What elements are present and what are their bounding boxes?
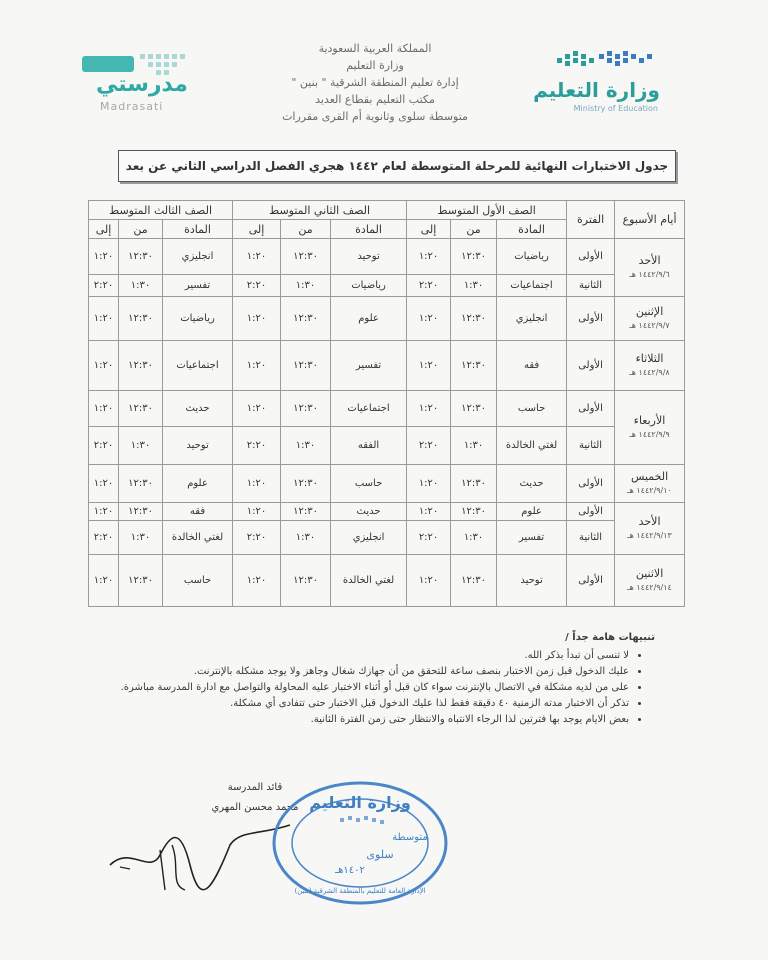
table-row bbox=[89, 297, 685, 341]
time-to-cell: ١:٢٠ bbox=[89, 239, 119, 275]
subject-cell: انجليزي bbox=[331, 521, 407, 555]
time-to-cell: ٢:٢٠ bbox=[233, 275, 281, 297]
day-date: ١٤٤٢/٩/٦ هـ bbox=[629, 269, 670, 279]
madrasati-logo-bar-icon bbox=[82, 56, 134, 72]
time-to-cell: ١:٢٠ bbox=[407, 297, 451, 341]
time-to-cell: ٢:٢٠ bbox=[89, 427, 119, 465]
time-from-cell: ١٢:٣٠ bbox=[451, 341, 497, 391]
important-notes bbox=[95, 630, 655, 728]
time-from-cell: ١٢:٣٠ bbox=[119, 555, 163, 607]
time-to-cell: ١:٢٠ bbox=[407, 239, 451, 275]
time-from-cell: ١٢:٣٠ bbox=[451, 239, 497, 275]
time-from-cell: ١٢:٣٠ bbox=[119, 239, 163, 275]
time-from-cell: ١٢:٣٠ bbox=[119, 297, 163, 341]
header-grade1: الصف الأول المتوسط bbox=[407, 201, 567, 220]
time-to-cell: ٢:٢٠ bbox=[407, 427, 451, 465]
header-line: متوسطة سلوى وثانوية أم القرى مقررات bbox=[282, 110, 468, 123]
subject-cell: رياضيات bbox=[497, 239, 567, 275]
subject-cell: علوم bbox=[331, 297, 407, 341]
time-from-cell: ١:٣٠ bbox=[119, 275, 163, 297]
time-from-cell: ١٢:٣٠ bbox=[281, 341, 331, 391]
signature-role: قائد المدرسة bbox=[227, 782, 283, 793]
subject-cell: علوم bbox=[497, 503, 567, 521]
day-date: ١٤٤٢/٩/١٠ هـ bbox=[627, 485, 672, 495]
time-to-cell: ١:٢٠ bbox=[407, 391, 451, 427]
official-stamp-icon bbox=[270, 778, 450, 908]
time-to-cell: ١:٢٠ bbox=[89, 555, 119, 607]
ministry-logo bbox=[500, 42, 670, 112]
time-to-cell: ١:٢٠ bbox=[407, 465, 451, 503]
time-from-cell: ١٢:٣٠ bbox=[451, 465, 497, 503]
subject-cell: توحيد bbox=[163, 427, 233, 465]
subject-cell: حاسب bbox=[331, 465, 407, 503]
day-name: الاثنين bbox=[635, 566, 664, 580]
notes-list bbox=[95, 648, 629, 728]
time-to-cell: ١:٢٠ bbox=[407, 341, 451, 391]
time-from-cell: ١٢:٣٠ bbox=[281, 503, 331, 521]
table-row bbox=[89, 427, 685, 465]
header-to: إلى bbox=[89, 220, 119, 239]
table-row bbox=[89, 391, 685, 427]
header-from: من bbox=[451, 220, 497, 239]
time-to-cell: ١:٢٠ bbox=[407, 503, 451, 521]
header-to: إلى bbox=[233, 220, 281, 239]
subject-cell: علوم bbox=[163, 465, 233, 503]
subject-cell: لغتي الخالدة bbox=[331, 555, 407, 607]
subject-cell: توحيد bbox=[331, 239, 407, 275]
header-from: من bbox=[119, 220, 163, 239]
time-from-cell: ١:٣٠ bbox=[281, 275, 331, 297]
time-to-cell: ٢:٢٠ bbox=[407, 275, 451, 297]
signature-name: محمد محسن المهري bbox=[211, 802, 299, 813]
day-name: الأربعاء bbox=[633, 413, 666, 427]
subject-cell: حاسب bbox=[497, 391, 567, 427]
stamp-top-text: وزارة التعليم bbox=[309, 793, 411, 812]
time-to-cell: ١:٢٠ bbox=[407, 555, 451, 607]
stamp-school-text: متوسطة bbox=[392, 832, 428, 843]
list-item: • بعض الايام يوجد بها فترتين لذا الرجاء الانتباه والانتظار حتى زمن الفترة الثانية. bbox=[95, 712, 629, 728]
subject-cell: توحيد bbox=[497, 555, 567, 607]
time-from-cell: ١٢:٣٠ bbox=[119, 503, 163, 521]
table-row bbox=[89, 239, 685, 275]
day-cell bbox=[615, 503, 685, 555]
subject-cell: اجتماعيات bbox=[331, 391, 407, 427]
subject-cell: لغتي الخالدة bbox=[497, 427, 567, 465]
table-row bbox=[89, 341, 685, 391]
period-cell: الأولى bbox=[567, 239, 615, 275]
time-to-cell: ٢:٢٠ bbox=[89, 275, 119, 297]
table-row bbox=[89, 465, 685, 503]
table-row bbox=[89, 555, 685, 607]
period-cell: الأولى bbox=[567, 465, 615, 503]
time-from-cell: ١:٣٠ bbox=[451, 521, 497, 555]
subject-cell: تفسير bbox=[331, 341, 407, 391]
madrasati-logo bbox=[78, 48, 208, 118]
time-from-cell: ١٢:٣٠ bbox=[451, 555, 497, 607]
time-from-cell: ١٢:٣٠ bbox=[119, 341, 163, 391]
header-line: وزارة التعليم bbox=[346, 59, 404, 72]
time-from-cell: ١٢:٣٠ bbox=[281, 239, 331, 275]
time-from-cell: ١٢:٣٠ bbox=[281, 465, 331, 503]
time-from-cell: ١:٣٠ bbox=[451, 427, 497, 465]
subject-cell: فقه bbox=[163, 503, 233, 521]
header-period: الفترة bbox=[567, 201, 615, 239]
ministry-logo-dots-icon bbox=[555, 48, 660, 70]
day-date: ١٤٤٢/٩/٨ هـ bbox=[629, 367, 670, 377]
time-to-cell: ٢:٢٠ bbox=[89, 521, 119, 555]
header-subject: المادة bbox=[497, 220, 567, 239]
period-cell: الثانية bbox=[567, 521, 615, 555]
header-line: إدارة تعليم المنطقة الشرقية " بنين " bbox=[291, 76, 459, 89]
day-name: الخميس bbox=[630, 469, 669, 483]
day-date: ١٤٤٢/٩/١٣ هـ bbox=[627, 530, 672, 540]
day-cell bbox=[615, 239, 685, 297]
period-cell: الأولى bbox=[567, 341, 615, 391]
table-row bbox=[89, 275, 685, 297]
subject-cell: رياضيات bbox=[163, 297, 233, 341]
ministry-logo-text: وزارة التعليم bbox=[533, 78, 660, 102]
subject-cell: انجليزي bbox=[163, 239, 233, 275]
period-cell: الثانية bbox=[567, 427, 615, 465]
time-to-cell: ٢:٢٠ bbox=[233, 521, 281, 555]
day-name: الإثنين bbox=[635, 304, 664, 318]
time-from-cell: ١٢:٣٠ bbox=[281, 391, 331, 427]
document-title: جدول الاختبارات النهائية للمرحلة المتوسطة لعام ١٤٤٢ هجري الفصل الدراسي الثاني عن بعد bbox=[118, 150, 676, 182]
day-date: ١٤٤٢/٩/٩ هـ bbox=[629, 429, 670, 439]
time-to-cell: ٢:٢٠ bbox=[407, 521, 451, 555]
header-grade2: الصف الثاني المتوسط bbox=[233, 201, 407, 220]
period-cell: الثانية bbox=[567, 275, 615, 297]
time-from-cell: ١٢:٣٠ bbox=[281, 297, 331, 341]
header-from: من bbox=[281, 220, 331, 239]
stamp-year-text: ١٤٠٢هـ bbox=[335, 865, 365, 876]
time-from-cell: ١٢:٣٠ bbox=[451, 391, 497, 427]
time-to-cell: ١:٢٠ bbox=[89, 465, 119, 503]
subject-cell: فقه bbox=[497, 341, 567, 391]
header-grade3: الصف الثالث المتوسط bbox=[89, 201, 233, 220]
table-row bbox=[89, 521, 685, 555]
subject-cell: رياضيات bbox=[331, 275, 407, 297]
notes-title: تنبيهات هامة جداً / bbox=[565, 632, 655, 643]
day-cell bbox=[615, 555, 685, 607]
time-from-cell: ١:٣٠ bbox=[451, 275, 497, 297]
period-cell: الأولى bbox=[567, 297, 615, 341]
time-from-cell: ١٢:٣٠ bbox=[451, 503, 497, 521]
day-name: الثلاثاء bbox=[635, 351, 664, 365]
time-from-cell: ١:٣٠ bbox=[281, 521, 331, 555]
time-from-cell: ١٢:٣٠ bbox=[119, 391, 163, 427]
ministry-logo-english: Ministry of Education bbox=[573, 104, 658, 113]
day-name: الأحد bbox=[638, 253, 661, 267]
stamp-bottom-text: الإدارة العامة للتعليم بالمنطقة الشرقية (بنين) bbox=[294, 887, 426, 895]
period-cell: الأولى bbox=[567, 503, 615, 521]
time-to-cell: ٢:٢٠ bbox=[233, 427, 281, 465]
time-from-cell: ١٢:٣٠ bbox=[119, 465, 163, 503]
subject-cell: حديث bbox=[163, 391, 233, 427]
time-to-cell: ١:٢٠ bbox=[233, 465, 281, 503]
day-cell bbox=[615, 465, 685, 503]
header-day: أيام الأسبوع bbox=[615, 201, 685, 239]
subject-cell: الفقه bbox=[331, 427, 407, 465]
subject-cell: حاسب bbox=[163, 555, 233, 607]
time-from-cell: ١:٣٠ bbox=[119, 427, 163, 465]
time-from-cell: ١٢:٣٠ bbox=[281, 555, 331, 607]
time-to-cell: ١:٢٠ bbox=[89, 297, 119, 341]
subject-cell: حديث bbox=[331, 503, 407, 521]
time-to-cell: ١:٢٠ bbox=[233, 503, 281, 521]
time-from-cell: ١:٣٠ bbox=[119, 521, 163, 555]
stamp-name-text: سلوى bbox=[366, 848, 394, 861]
period-cell: الأولى bbox=[567, 555, 615, 607]
time-to-cell: ١:٢٠ bbox=[89, 341, 119, 391]
day-date: ١٤٤٢/٩/١٤ هـ bbox=[627, 582, 672, 592]
header-line: مكتب التعليم بقطاع العديد bbox=[315, 93, 435, 106]
header-subject: المادة bbox=[163, 220, 233, 239]
time-to-cell: ١:٢٠ bbox=[233, 297, 281, 341]
table-row bbox=[89, 503, 685, 521]
subject-cell: انجليزي bbox=[497, 297, 567, 341]
day-cell bbox=[615, 297, 685, 341]
day-cell bbox=[615, 341, 685, 391]
time-from-cell: ١:٣٠ bbox=[281, 427, 331, 465]
time-from-cell: ١٢:٣٠ bbox=[451, 297, 497, 341]
madrasati-logo-english: Madrasati bbox=[100, 100, 164, 113]
subject-cell: اجتماعيات bbox=[497, 275, 567, 297]
list-item: • تذكر أن الاختبار مدته الزمنية ٤٠ دقيقة فقط لذا عليك الدخول قبل الاختبار حتى تتفادى أي مشكلة. bbox=[95, 696, 629, 712]
list-item: • على من لديه مشكلة في الاتصال بالإنترنت سواء كان قبل أو أثناء الاختبار عليه المحاولة والتواصل مع ادارة المدرسة مباشرة. bbox=[95, 680, 629, 696]
subject-cell: تفسير bbox=[163, 275, 233, 297]
time-to-cell: ١:٢٠ bbox=[89, 391, 119, 427]
time-to-cell: ١:٢٠ bbox=[233, 555, 281, 607]
list-item: • عليك الدخول قبل زمن الاختبار بنصف ساعة للتحقق من أن جهازك شغال وجاهز ولا يوجد مشكله بالإنترنت. bbox=[95, 664, 629, 680]
time-to-cell: ١:٢٠ bbox=[233, 239, 281, 275]
subject-cell: اجتماعيات bbox=[163, 341, 233, 391]
time-to-cell: ١:٢٠ bbox=[89, 503, 119, 521]
list-item: • لا تنسى أن تبدأ بذكر الله. bbox=[95, 648, 629, 664]
header-text-block bbox=[245, 40, 505, 125]
subject-cell: تفسير bbox=[497, 521, 567, 555]
period-cell: الأولى bbox=[567, 391, 615, 427]
header-to: إلى bbox=[407, 220, 451, 239]
madrasati-logo-text: مدرستي bbox=[96, 72, 188, 97]
subject-cell: حديث bbox=[497, 465, 567, 503]
exam-schedule-table bbox=[88, 200, 685, 607]
day-cell bbox=[615, 391, 685, 465]
subject-cell: لغتي الخالدة bbox=[163, 521, 233, 555]
time-to-cell: ١:٢٠ bbox=[233, 341, 281, 391]
day-name: الأحد bbox=[638, 514, 661, 528]
time-to-cell: ١:٢٠ bbox=[233, 391, 281, 427]
day-date: ١٤٤٢/٩/٧ هـ bbox=[629, 320, 670, 330]
header-subject: المادة bbox=[331, 220, 407, 239]
header-line: المملكة العربية السعودية bbox=[318, 42, 432, 55]
